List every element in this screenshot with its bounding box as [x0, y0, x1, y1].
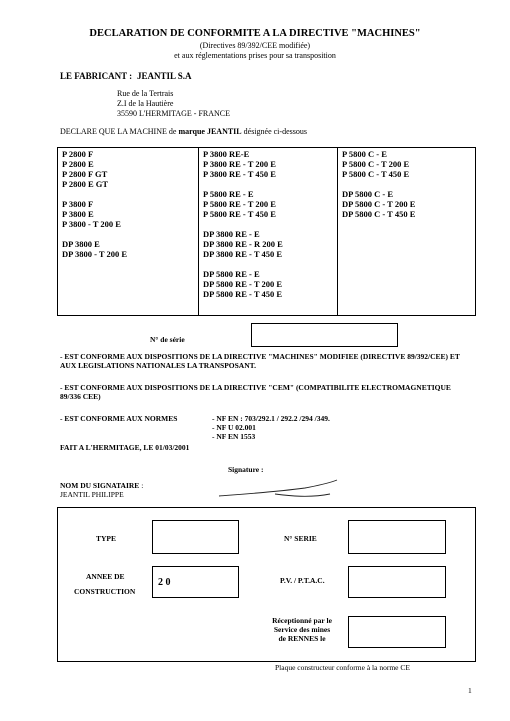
model-gap [342, 179, 475, 189]
declaration-prefix: DECLARE QUE LA MACHINE de [60, 127, 177, 136]
model-item: P 3800 E [62, 209, 94, 219]
model-item: DP 5800 C - E [342, 189, 393, 199]
manufacturer-label: LE FABRICANT : [60, 71, 133, 81]
declaration-suffix: désignée ci-dessous [243, 127, 307, 136]
model-item: DP 3800 - T 200 E [62, 249, 128, 259]
model-gap [62, 229, 202, 239]
plate-footer: Plaque constructeur conforme à la norme CE [275, 663, 410, 672]
declaration-text [60, 127, 307, 137]
pv-label: P.V. / P.T.A.C. [280, 576, 325, 585]
model-item: P 5800 RE - E [203, 189, 254, 199]
model-gap [203, 259, 342, 269]
model-item: DP 3800 RE - T 450 E [203, 249, 283, 259]
document-subtitle: (Directives 89/392/CEE modifiée) [199, 41, 311, 50]
document-title: DECLARATION DE CONFORMITE A LA DIRECTIVE "MACHINES" [89, 28, 421, 39]
norm-item: - NF EN 1553 [212, 432, 256, 441]
serial-label: N° de série [150, 335, 185, 344]
model-item: P 2800 F [62, 149, 94, 159]
reception-line: Réceptionné par le [272, 616, 332, 625]
model-gap [203, 219, 342, 229]
reception-label [262, 616, 342, 643]
model-item: DP 5800 RE - T 450 E [203, 289, 283, 299]
type-label: TYPE [96, 534, 117, 543]
year-label-2: CONSTRUCTION [74, 587, 136, 596]
signatory-label: NOM DU SIGNATAIRE [60, 481, 140, 490]
model-item: DP 5800 C - T 200 E [342, 199, 416, 209]
model-item: P 5800 C - T 450 E [342, 169, 410, 179]
norm-item: - NF U 02.001 [212, 423, 256, 432]
model-item: P 5800 C - E [342, 149, 387, 159]
serial-number-field[interactable] [251, 323, 398, 347]
models-column-3 [337, 148, 475, 315]
page-number: 1 [468, 686, 472, 695]
manufacturer-address [117, 89, 230, 119]
conformity-machines: - EST CONFORME AUX DISPOSITIONS DE LA DIRECTIVE "MACHINES" MODIFIEE (DIRECTIVE 89/392/CEE) ET AUX LEGISLATIONS NATIONALES LA TRANSPOSANT. [60, 352, 460, 370]
model-item: P 2800 F GT [62, 169, 108, 179]
reception-field[interactable] [348, 616, 446, 648]
type-field[interactable] [152, 520, 239, 554]
address-line: 35590 L'HERMITAGE - FRANCE [117, 109, 231, 118]
model-item: P 5800 RE - T 200 E [203, 199, 276, 209]
norm-item: - NF EN : 703/292.1 / 292.2 /294 /349. [212, 414, 330, 423]
model-item: P 5800 C - T 200 E [342, 159, 410, 169]
manufacturer-name: JEANTIL S.A [137, 71, 192, 81]
models-column-1 [58, 148, 202, 315]
address-line: Rue de la Tertrais [117, 89, 174, 98]
model-item: DP 3800 RE - E [203, 229, 260, 239]
reception-line: de RENNES le [278, 634, 326, 643]
model-item: P 2800 E [62, 159, 94, 169]
conformity-cem: - EST CONFORME AUX DISPOSITIONS DE LA DIRECTIVE "CEM" (COMPATIBILITE ELECTROMAGNETIQUE 89/336 CEE) [60, 383, 451, 401]
signatory-label-block [60, 481, 143, 490]
year-label-1: ANNEE DE [86, 572, 125, 581]
model-item: P 3800 F [62, 199, 94, 209]
norms-list [212, 414, 330, 441]
norms-label: - EST CONFORME AUX NORMES [60, 414, 178, 423]
model-item: DP 5800 RE - T 200 E [203, 279, 283, 289]
model-item: P 5800 RE - T 450 E [203, 209, 276, 219]
model-item: DP 3800 RE - R 200 E [203, 239, 283, 249]
plate-serial-label: N° SERIE [284, 534, 317, 543]
model-item: P 3800 - T 200 E [62, 219, 121, 229]
signature-label: Signature : [228, 465, 264, 474]
model-item: DP 5800 C - T 450 E [342, 209, 416, 219]
reception-line: Service des mines [273, 625, 331, 634]
signatory-colon: : [139, 481, 144, 490]
signatory-name: JEANTIL PHILIPPE [60, 490, 124, 499]
construction-year-field[interactable] [152, 566, 239, 598]
model-item: P 3800 RE - T 200 E [203, 159, 276, 169]
signature-scribble [215, 474, 345, 504]
model-item: DP 3800 E [62, 239, 100, 249]
model-item: P 3800 RE - T 450 E [203, 169, 276, 179]
plate-serial-field[interactable] [348, 520, 446, 554]
done-at: FAIT A L'HERMITAGE, LE 01/03/2001 [60, 443, 190, 452]
declaration-brand: marque JEANTIL [178, 127, 242, 136]
pv-field[interactable] [348, 566, 446, 598]
document-subtitle-2: et aux réglementations prises pour sa transposition [174, 51, 336, 60]
address-line: Z.I de la Hautière [117, 99, 174, 108]
construction-year-value: 2 0 [158, 577, 171, 588]
model-gap [62, 189, 202, 199]
model-item: DP 5800 RE - E [203, 269, 260, 279]
model-gap [203, 179, 342, 189]
model-item: P 2800 E GT [62, 179, 109, 189]
model-item: P 3800 RE-E [203, 149, 250, 159]
models-table [57, 147, 476, 316]
models-column-2 [198, 148, 342, 315]
